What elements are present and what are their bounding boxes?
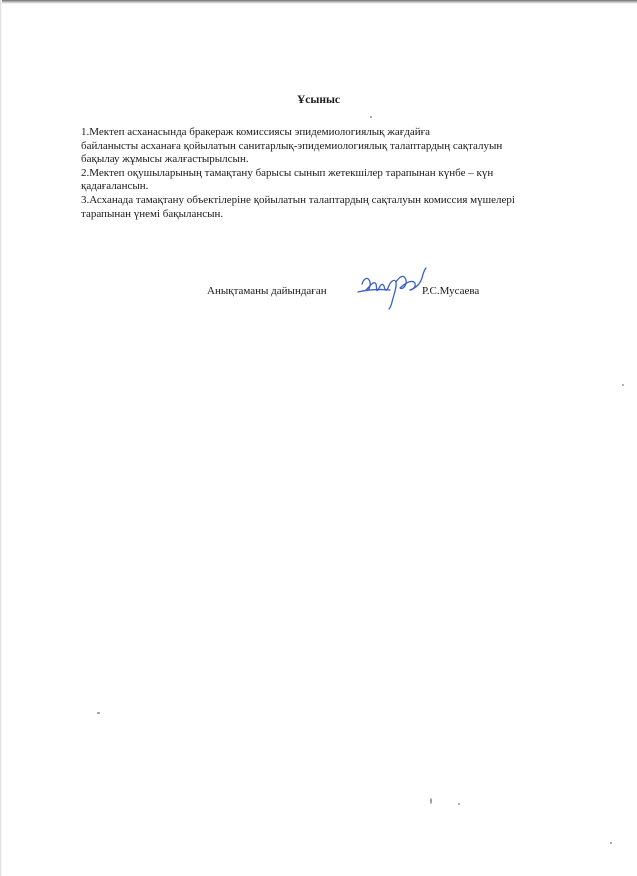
scan-speck	[97, 712, 100, 714]
scan-speck	[610, 842, 612, 844]
document-body	[81, 126, 601, 221]
scan-left-edge	[0, 0, 2, 876]
body-line-3: бақылау жұмысы жалғастырылсын.	[81, 153, 249, 166]
scan-top-edge	[0, 0, 637, 4]
scan-speck	[622, 384, 624, 386]
signature-label: Анықтаманы дайындаған	[207, 285, 327, 297]
body-line-4: 2.Мектеп оқушыларының тамақтану барысы сынып жетекшілер тарапынан күнбе – күн	[81, 166, 494, 179]
scan-speck	[430, 798, 432, 804]
body-line-2: байланысты асханаға қойылатын санитарлық-эпидемиологиялық талаптардың сақталуын	[81, 139, 503, 152]
body-line-7: тарапынан үнемі бақылансын.	[81, 207, 224, 220]
document-title: Ұсыныс	[296, 94, 341, 106]
signer-name: Р.С.Мусаева	[422, 285, 480, 297]
body-line-6: 3.Асханада тамақтану объектілеріне қойылатын талаптардың сақталуын комиссия мүшелері	[81, 193, 515, 206]
body-line-1: 1.Мектеп асханасында бракераж комиссиясы эпидемиологиялық жағдайға	[81, 126, 430, 138]
body-line-5: қадағалансын.	[81, 180, 149, 193]
scan-speck	[458, 803, 460, 805]
scan-speck	[370, 116, 372, 118]
handwritten-signature	[356, 262, 428, 310]
